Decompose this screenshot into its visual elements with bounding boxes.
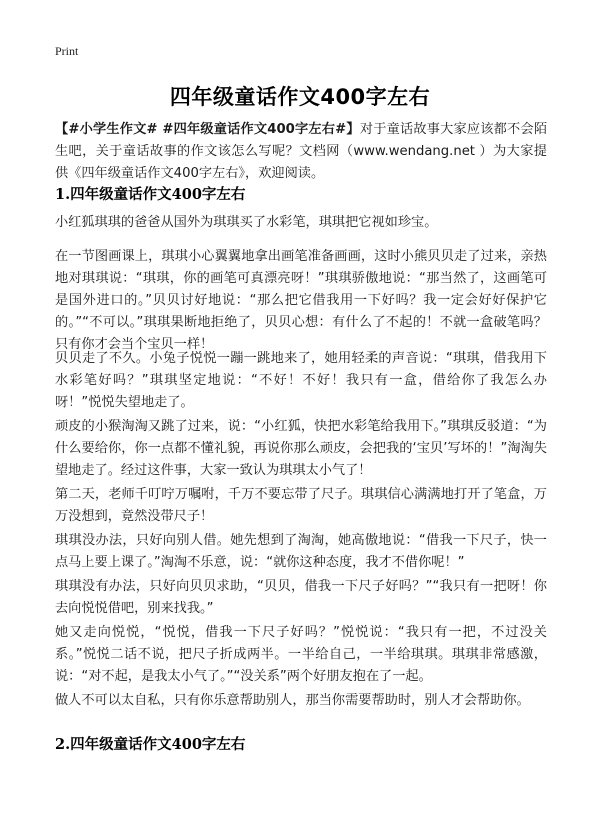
section-heading-1: 1.四年级童话作文400字左右	[55, 186, 246, 203]
document-title: 四年级童话作文400字左右	[169, 85, 431, 109]
print-label: Print	[55, 44, 79, 58]
paragraph-5: 第二天，老师千叮咛万嘱咐，千万不要忘带了尺子。琪琪信心满满地打开了笔盒，万万没想到，竟然没带尺子！	[55, 487, 547, 524]
paragraph-6: 琪琪没办法，只好向别人借。她先想到了淘淘，她高傲地说：“借我一下尺子，快一点马上要上课了。”淘淘不乐意，说：“就你这种态度，我才不借你呢！”	[55, 533, 547, 570]
paragraph-2: 在一节图画课上，琪琪小心翼翼地拿出画笔准备画画，这时小熊贝贝走了过来，亲热地对琪琪说：“琪琪，你的画笔可真漂亮呀！”琪琪骄傲地说：“那当然了，这画笔可是国外进口的。”贝贝讨好地说：“那么把它借我用一下好吗？我一定会好好保护它的。”“不可以。”琪琪果断地拒绝了，贝贝心想：有什么了不起的！不就一盒破笔吗？只有你才会当个宝贝一样！	[55, 249, 547, 352]
intro-paragraph	[55, 119, 547, 185]
section-heading-2: 2.四年级童话作文400字左右	[55, 736, 246, 753]
paragraph-9: 做人不可以太自私，只有你乐意帮助别人，那当你需要帮助时，别人才会帮助你。	[55, 693, 530, 708]
paragraph-3: 贝贝走了不久。小兔子悦悦一蹦一跳地来了，她用轻柔的声音说：“琪琪，借我用下水彩笔好吗？”琪琪坚定地说：“不好！不好！我只有一盒，借给你了我怎么办呀！”悦悦失望地走了。	[55, 351, 547, 410]
paragraph-4: 顽皮的小猴淘淘又跳了过来，说：“小红狐，快把水彩笔给我用下。”琪琪反驳道：“为什么要给你，你一点都不懂礼貌，再说你那么顽皮，会把我的‘宝贝’写坏的！”淘淘失望地走了。经过这件事，大家一致认为琪琪太小气了！	[55, 419, 547, 478]
paragraph-8: 她又走向悦悦，“悦悦，借我一下尺子好吗？”悦悦说：“我只有一把，不过没关系。”悦悦二话不说，把尺子折成两半。一半给自己，一半给琪琪。琪琪非常感激，说：“对不起，是我太小气了。”“没关系”两个好朋友抱在了一起。	[55, 625, 547, 684]
intro-text: 对于童话故事大家应该都不会陌生吧，关于童话故事的作文该怎么写呢？文档网（www.wendang.net ）为大家提供《四年级童话作文400字左右》，欢迎阅读。	[55, 122, 547, 181]
paragraph-1: 小红狐琪琪的爸爸从国外为琪琪买了水彩笔，琪琪把它视如珍宝。	[55, 215, 438, 230]
intro-tags: 【#小学生作文# #四年级童话作文400字左右#】	[55, 122, 360, 137]
paragraph-7: 琪琪没有办法，只好向贝贝求助，“贝贝，借我一下尺子好吗？”“我只有一把呀！你去向悦悦借吧，别来找我。”	[55, 579, 547, 616]
